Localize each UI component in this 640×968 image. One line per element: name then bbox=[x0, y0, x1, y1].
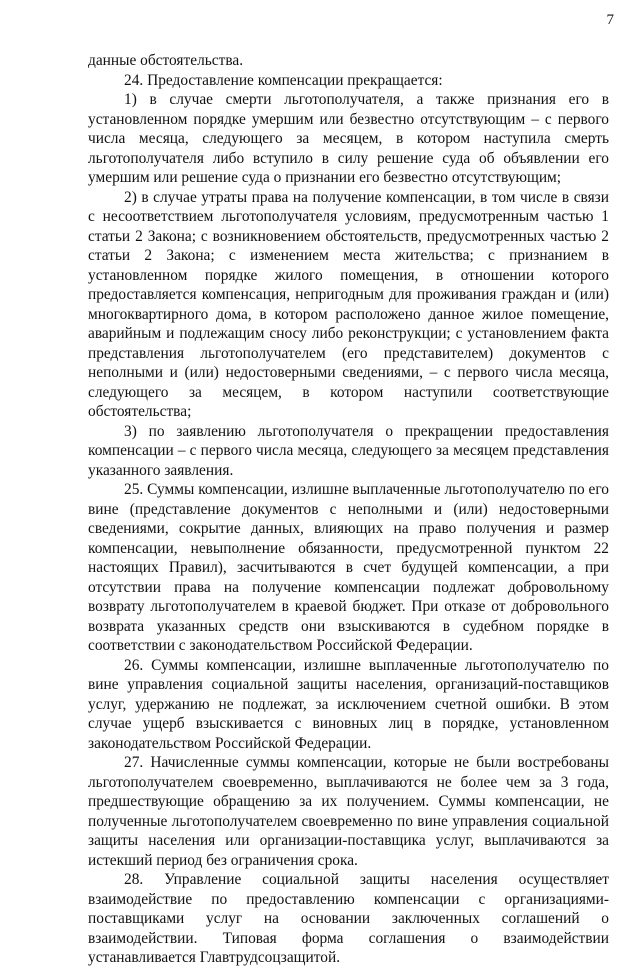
page-number: 7 bbox=[606, 12, 614, 28]
paragraph-26: 26. Суммы компенсации, излишне выплаченные льготополучателю по вине управления социальной защиты населения, организаций-поставщиков услуг, удержанию не подлежат, за исключением счетной ошибки. В этом случае ущерб взыскивается с виновных лиц в порядке, установленном законодательством Российской Федерации. bbox=[88, 656, 609, 752]
paragraph-24-item-2: 2) в случае утраты права на получение компенсации, в том числе в связи с несоответствием льготополучателя условиям, предусмотренным частью 1 статьи 2 Закона; с возникновением обстоятельств, предусмотренных частью 2 статьи 2 Закона; с изменением места жительства; с признанием в установленном порядке жилого помещения, в отношении которого предоставляется компенсация, непригодным для проживания граждан и (или) многоквартирного дома, в котором расположено данное жилое помещение, аварийным и подлежащим сносу либо реконструкции; с установлением факта представления льготополучателем (его представителем) документов с неполными и (или) недостоверными сведениями, – с первого числа месяца, следующего за месяцем, в котором наступили соответствующие обстоятельства; bbox=[88, 188, 609, 420]
paragraph-24-item-1: 1) в случае смерти льготополучателя, а также признания его в установленном порядке умершим или безвестно отсутствующим – с первого числа месяца, следующего за месяцем, в котором наступила смерть льготополучателя либо вступило в силу решение суда об объявлении его умершим или решение суда о признании его безвестно отсутствующим; bbox=[88, 91, 609, 186]
paragraph-continuation: данные обстоятельства. bbox=[88, 52, 244, 69]
paragraph-25: 25. Суммы компенсации, излишне выплаченные льготополучателю по его вине (представление документов с неполными и (или) недостоверными сведениями, сокрытие данных, влияющих на право получения и размер компенсации, невыполнение обязанности, предусмотренной пунктом 22 настоящих Правил), засчитываются в счет будущей компенсации, а при отсутствии права на получение компенсации подлежат добровольному возврату льготополучателем в краевой бюджет. При отказе от добровольного возврата указанных средств они взыскиваются в судебном порядке в соответствии с законодательством Российской Федерации. bbox=[88, 481, 609, 654]
paragraph-27: 27. Начисленные суммы компенсации, которые не были востребованы льготополучателем своевременно, выплачиваются не более чем за 3 года, предшествующие обращению за их получением. Суммы компенсации, не полученные льготополучателем своевременно по вине управления социальной защиты населения или организации-поставщика услуг, выплачиваются за истекший период без ограничения срока. bbox=[88, 754, 609, 869]
paragraph-24-heading: 24. Предоставление компенсации прекращается: bbox=[124, 71, 443, 89]
paragraph-24-item-3: 3) по заявлению льготополучателя о прекращении предоставления компенсации – с первого числа месяца, следующего за месяцем представления указанного заявления. bbox=[88, 422, 609, 479]
document-body bbox=[88, 51, 609, 968]
paragraph-28: 28. Управление социальной защиты населения осуществляет взаимодействие по предоставлению компенсации с организациями-поставщиками услуг на основании заключенных соглашений о взаимодействии. Типовая форма соглашения о взаимодействии устанавливается Главтрудсоцзащитой. bbox=[88, 871, 609, 966]
